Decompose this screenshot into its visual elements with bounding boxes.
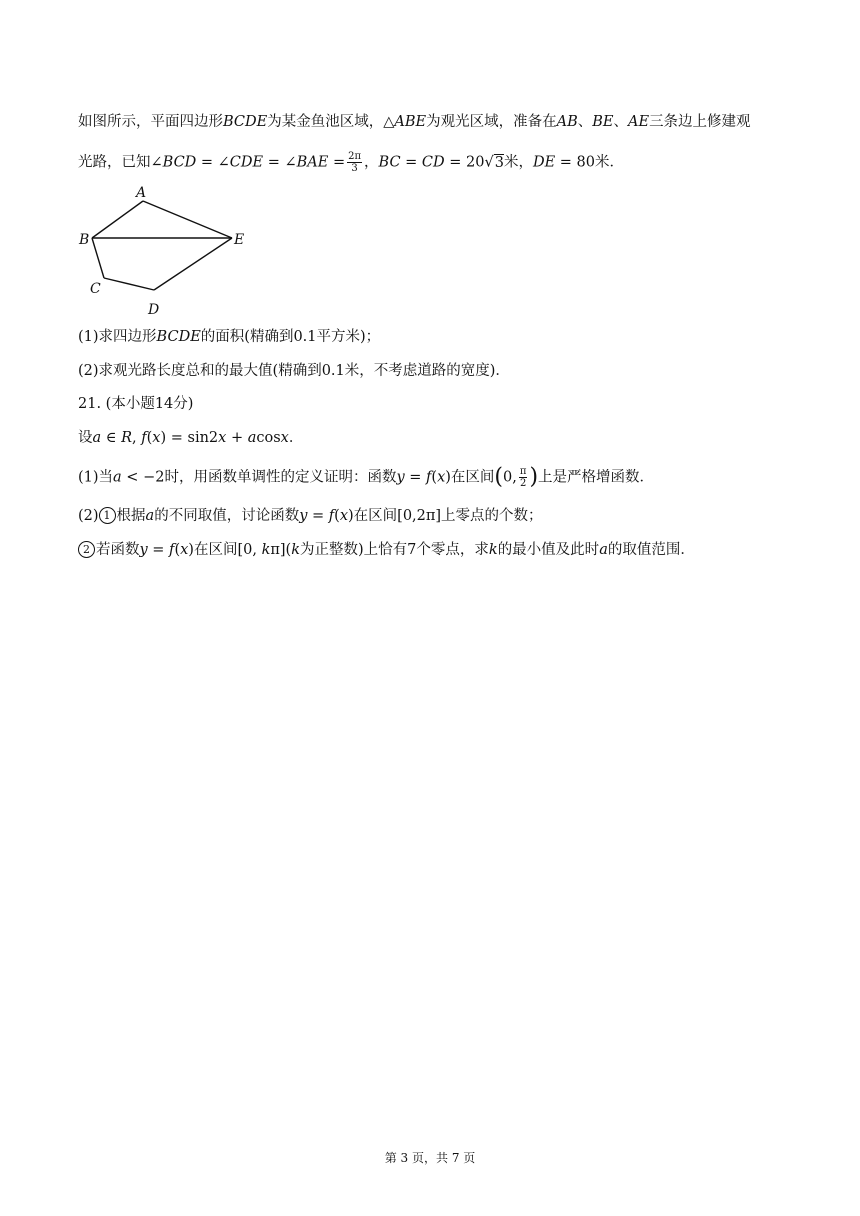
problem21-question1 bbox=[78, 466, 654, 489]
text: 20 bbox=[461, 154, 485, 171]
text: 为观光区域，准备在 bbox=[426, 114, 557, 130]
text: (2) bbox=[78, 508, 99, 524]
math: y = f bbox=[396, 469, 432, 486]
fraction bbox=[347, 151, 362, 174]
segment-bc bbox=[92, 238, 104, 278]
circled-number-1: 1 bbox=[99, 507, 116, 524]
text: 的不同取值，讨论函数 bbox=[154, 508, 300, 524]
math: BC = CD = bbox=[378, 154, 462, 171]
label-a: A bbox=[136, 185, 147, 201]
math: DE bbox=[532, 154, 556, 171]
text: 若函数 bbox=[96, 542, 140, 558]
text: cos bbox=[256, 430, 281, 446]
text: (1)当 bbox=[78, 469, 114, 486]
text: )在区间 bbox=[445, 469, 495, 486]
math: a bbox=[247, 430, 257, 446]
fraction bbox=[519, 466, 528, 489]
text: (1)求四边形 bbox=[78, 329, 157, 345]
text: 为正整数)上恰有7个零点，求 bbox=[300, 542, 489, 558]
math: x bbox=[339, 508, 348, 524]
segment-de bbox=[154, 238, 232, 290]
text: 上是严格增函数． bbox=[538, 469, 655, 486]
quadrilateral-diagram bbox=[74, 182, 294, 322]
text: 、 bbox=[577, 114, 593, 130]
text: ) = sin2 bbox=[160, 430, 219, 446]
fraction-denominator: 2 bbox=[519, 478, 527, 489]
text: 三条边上修建观 bbox=[649, 114, 751, 130]
text: 米． bbox=[595, 154, 625, 171]
math: a bbox=[145, 508, 155, 524]
math: ∠BCD = ∠CDE = ∠BAE = bbox=[150, 154, 346, 171]
problem21-definition bbox=[78, 428, 303, 448]
text: 的最小值及此时 bbox=[497, 542, 600, 558]
problem20-intro-line2 bbox=[78, 151, 624, 174]
math: k bbox=[488, 542, 498, 558]
segment-cd bbox=[104, 278, 154, 290]
math: y = f bbox=[299, 508, 335, 524]
label-d: D bbox=[148, 302, 160, 318]
text: ( bbox=[174, 542, 181, 558]
text: 0, bbox=[503, 469, 517, 486]
text: = 80 bbox=[555, 154, 596, 171]
sqrt-symbol: √ bbox=[484, 154, 494, 171]
text: + bbox=[226, 430, 248, 446]
label-b: B bbox=[79, 232, 90, 248]
segment-ae bbox=[143, 201, 232, 238]
math: ABE bbox=[394, 114, 427, 130]
text: 的取值范围． bbox=[607, 542, 695, 558]
label-e: E bbox=[234, 232, 245, 248]
problem21-question2-part2 bbox=[78, 540, 695, 560]
math: BCDE bbox=[156, 329, 201, 345]
math: x bbox=[218, 430, 227, 446]
text: π]( bbox=[270, 542, 292, 558]
sqrt-argument: 3 bbox=[494, 154, 504, 171]
math: R bbox=[121, 430, 133, 446]
triangle-symbol: △ bbox=[383, 114, 395, 130]
text: , bbox=[132, 430, 142, 446]
text: ( bbox=[431, 469, 438, 486]
math: k bbox=[261, 542, 271, 558]
text: 的面积(精确到0.1平方米)； bbox=[200, 329, 381, 345]
math: AE bbox=[628, 114, 650, 130]
text: 、 bbox=[613, 114, 628, 130]
text: ( bbox=[334, 508, 340, 524]
page-footer: 第 3 页，共 7 页 bbox=[384, 1151, 476, 1165]
math: x bbox=[280, 430, 289, 446]
right-paren: ) bbox=[529, 464, 539, 490]
problem20-intro-line1 bbox=[78, 112, 751, 132]
text: ( bbox=[146, 430, 153, 446]
math: k bbox=[291, 542, 300, 558]
geometry-figure bbox=[74, 182, 294, 326]
fraction-denominator: 3 bbox=[351, 163, 358, 174]
text: 米， bbox=[503, 154, 533, 171]
fraction-numerator: 2π bbox=[348, 151, 362, 162]
math: AB bbox=[556, 114, 578, 130]
circled-number-2: 2 bbox=[78, 541, 95, 558]
fraction-numerator: π bbox=[519, 466, 527, 477]
math: BCDE bbox=[223, 114, 268, 130]
problem20-question1 bbox=[78, 327, 380, 347]
text: ∈ bbox=[101, 430, 122, 446]
math: y = f bbox=[139, 542, 175, 558]
math: x bbox=[180, 542, 189, 558]
math: x bbox=[437, 469, 446, 486]
text: )在区间[0, bbox=[188, 542, 262, 558]
math: a bbox=[92, 430, 102, 446]
text: 根据 bbox=[116, 508, 146, 524]
text: 如图所示，平面四边形 bbox=[78, 114, 223, 130]
segment-ab bbox=[92, 201, 143, 238]
text: ， bbox=[364, 154, 379, 171]
left-paren: ( bbox=[494, 464, 504, 490]
text: 为某金鱼池区域， bbox=[267, 114, 384, 130]
text: 光路，已知 bbox=[78, 154, 151, 171]
text: )在区间[0,2π]上零点的个数； bbox=[348, 508, 543, 524]
problem20-question2: (2)求观光路长度总和的最大值(精确到0.1米，不考虑道路的宽度)． bbox=[78, 363, 510, 379]
label-c: C bbox=[90, 281, 101, 297]
text: ． bbox=[288, 430, 304, 446]
math: BE bbox=[592, 114, 614, 130]
math: a bbox=[113, 469, 122, 486]
text: < −2时，用函数单调性的定义证明：函数 bbox=[121, 469, 397, 486]
text: 设 bbox=[78, 430, 93, 446]
math: f bbox=[141, 430, 147, 446]
math: x bbox=[152, 430, 161, 446]
math: a bbox=[599, 542, 608, 558]
problem21-question2-part1 bbox=[78, 506, 543, 526]
problem21-header: 21. (本小题14分) bbox=[78, 396, 194, 412]
